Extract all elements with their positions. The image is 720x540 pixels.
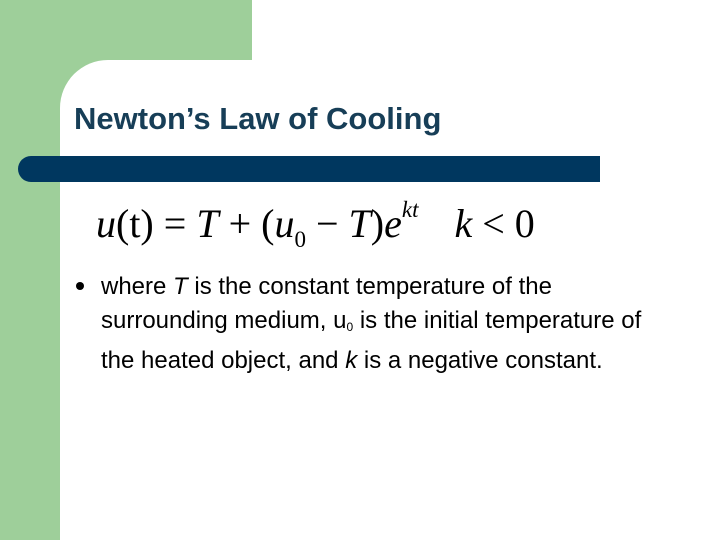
bullet-text-part: where <box>101 273 174 300</box>
formula-close-paren: ) <box>370 201 385 246</box>
formula-equals: = <box>153 201 197 246</box>
formula-minus: − <box>305 201 349 246</box>
condition-rest: < 0 <box>472 201 535 246</box>
formula-e: e <box>384 201 402 246</box>
formula-arg: (t) <box>116 201 154 246</box>
formula-u0: u <box>274 201 295 246</box>
title-underline-bar <box>18 156 600 182</box>
bullet-text-part: is the constant temperature of the surrounding medium, u <box>101 273 552 334</box>
formula-T2: T <box>348 201 371 246</box>
bullet-var-k: k <box>345 347 358 374</box>
bullet-var-T: T <box>173 273 188 300</box>
cooling-formula <box>96 194 535 254</box>
formula-T: T <box>196 201 219 246</box>
bullet-text <box>101 270 661 378</box>
bullet-dot-icon <box>76 282 84 290</box>
decorative-green-stripe <box>0 0 60 540</box>
bullet-subscript-0: 0 <box>346 320 354 334</box>
bullet-text-part: is the initial temperature of the heated object, and <box>101 307 642 374</box>
formula-u: u <box>96 201 116 246</box>
formula-exponent: kt <box>401 197 419 222</box>
formula-plus: + ( <box>218 201 275 246</box>
bullet-text-part: is a negative constant. <box>357 347 603 374</box>
condition-k: k <box>454 201 473 246</box>
formula-u0-subscript: 0 <box>294 227 306 252</box>
slide-title: Newton’s Law of Cooling <box>74 101 442 136</box>
